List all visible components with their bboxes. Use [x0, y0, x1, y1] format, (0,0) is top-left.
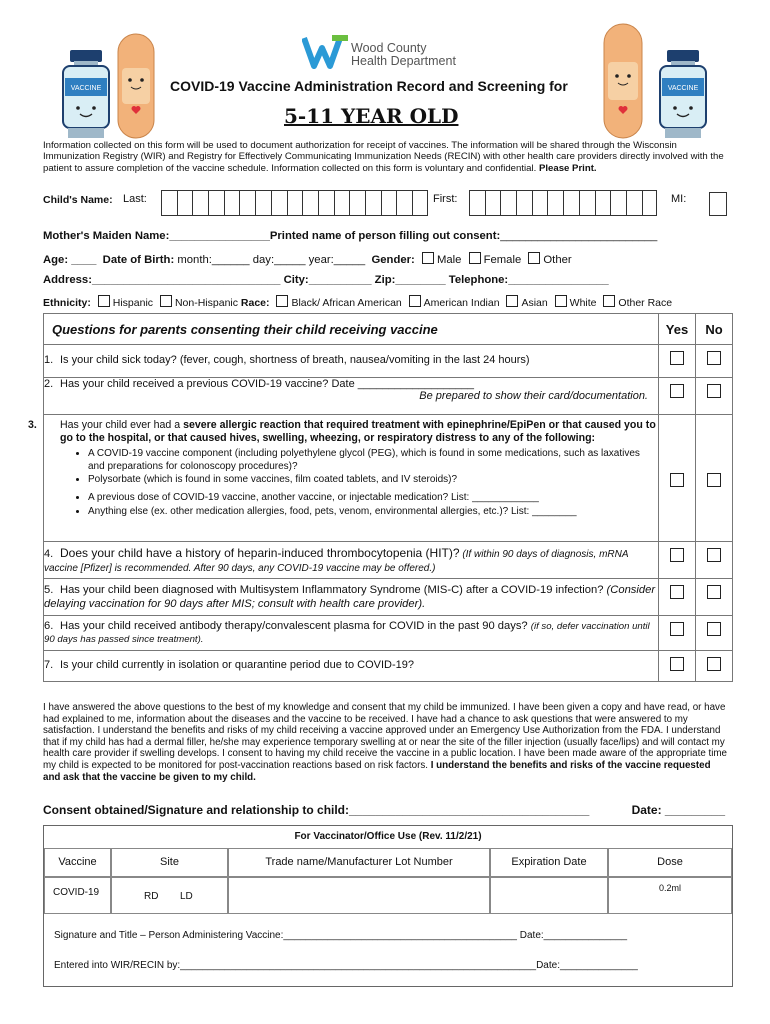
race-asian-label: Asian [521, 297, 548, 309]
q2-number: 2. [44, 378, 54, 390]
questions-header-row [44, 314, 733, 345]
race-white-label: White [569, 297, 597, 309]
gender-male-label: Male [436, 254, 462, 266]
race-asian-checkbox[interactable] [506, 295, 518, 307]
q6-note: (if so, defer vaccination until 90 days has passed since treatment). [44, 621, 650, 645]
consent-person-label: Printed name of person filling out consent: [269, 230, 501, 242]
q5-no-checkbox[interactable] [707, 585, 721, 599]
q5-number: 5. [44, 584, 54, 596]
administrator-signature-field[interactable]: Signature and Title – Person Administering Vaccine:__________________________________________ Date:_______________ [54, 930, 628, 941]
intro-bold: Please Print. [538, 162, 597, 174]
ethnicity-label: Ethnicity: [43, 297, 91, 309]
last-name-label: Last: [123, 193, 147, 205]
vial-label-left: VACCINE [70, 85, 102, 92]
consent-paragraph [43, 702, 729, 783]
race-other-checkbox[interactable] [603, 295, 615, 307]
q4-note: (If within 90 days of diagnosis, mRNA vaccine [Pfizer] is recommended. After 90 days, any COVID-19 vaccine may be offered.) [44, 549, 629, 574]
form-subtitle: 5-11 YEAR OLD [284, 104, 459, 128]
question-row-7 [44, 651, 733, 682]
lot-number-header: Trade name/Manufacturer Lot Number [228, 848, 490, 877]
q3-bullet-1: • A COVID-19 vaccine component (including polyethylene glycol (PEG), which is found in some medications, such as laxatives and preparations for colonoscopy procedures)? [88, 447, 658, 473]
intro-text: Information collected on this form will be used to document authorization for receipt of vaccines. The information will be shared through the Wisconsin Immunization Registry (WIR) and Registry for Effectively Communicating Immunization Needs (RECIN) with other health care providers directly involved with the patient to assure completion of the vaccine schedule. Information collected on this form is voluntary and confidential. [43, 140, 724, 174]
q6-yes-checkbox[interactable] [670, 622, 684, 636]
zip-field[interactable]: Zip:________ [374, 274, 446, 286]
vaccinator-title: For Vaccinator/Office Use (Rev. 11/2/21) [44, 826, 732, 849]
mother-row [43, 230, 657, 242]
mi-label: MI: [671, 193, 687, 205]
org-name-line1: Wood County [351, 41, 427, 55]
q6-number: 6. [44, 620, 54, 632]
question-row-6 [44, 616, 733, 651]
q4-text: Does your child have a history of heparin-induced thrombocytopenia (HIT)? [60, 546, 460, 560]
q1-text: Is your child sick today? (fever, cough, shortness of breath, nausea/vomiting in the last 24 hours) [60, 354, 530, 366]
race-american-indian-checkbox[interactable] [409, 295, 421, 307]
q4-no-checkbox[interactable] [707, 548, 721, 562]
child-name-row [43, 190, 733, 220]
dose-cell: 0.2ml [608, 877, 732, 914]
q3-bold: severe allergic reaction that required treatment with epinephrine/EpiPen or that caused you to go to the hospital, or that caused hives, swelling, wheezing, or respiratory distress to any of the following: [60, 419, 656, 445]
vaccine-vial-illustration-right [655, 48, 711, 140]
telephone-field[interactable]: Telephone:________________ [448, 274, 609, 286]
gender-male-checkbox[interactable] [422, 252, 434, 264]
q3-no-checkbox[interactable] [707, 473, 721, 487]
bandage-illustration-right [598, 20, 648, 142]
q1-no-checkbox[interactable] [707, 351, 721, 365]
race-label: Race: [240, 297, 270, 309]
entered-into-wir-field[interactable]: Entered into WIR/RECIN by:________________________________________________________________Date:______________ [54, 960, 638, 971]
q5-text: Has your child been diagnosed with Multisystem Inflammatory Syndrome (MIS-C) after a COVID-19 infection? [60, 584, 604, 596]
q1-yes-checkbox[interactable] [670, 351, 684, 365]
question-row-1 [44, 345, 733, 378]
age-row [43, 252, 572, 266]
mi-input[interactable] [709, 192, 727, 216]
bandage-illustration-left [112, 30, 160, 142]
q3-pre: Has your child ever had a [60, 419, 181, 431]
q3-yes-checkbox[interactable] [670, 473, 684, 487]
year-label: year: [308, 254, 334, 266]
q1-number: 1. [44, 354, 54, 366]
race-american-indian-label: American Indian [423, 297, 500, 309]
vaccine-cell: COVID-19 [44, 877, 111, 914]
q7-no-checkbox[interactable] [707, 657, 721, 671]
expiration-date-cell[interactable] [490, 877, 608, 914]
vaccine-vial-illustration-left [58, 48, 114, 140]
q2-yes-checkbox[interactable] [670, 384, 684, 398]
city-field[interactable]: City:__________ [283, 274, 372, 286]
org-name-line2: Health Department [351, 54, 456, 68]
consent-signature-field[interactable]: Consent obtained/Signature and relationship to child:____________________________________ [43, 803, 590, 817]
race-white-checkbox[interactable] [555, 295, 567, 307]
q3-number: 3. [28, 419, 37, 431]
q7-number: 7. [44, 659, 54, 671]
no-column-header: No [696, 314, 733, 345]
site-cell[interactable] [111, 877, 228, 914]
q6-no-checkbox[interactable] [707, 622, 721, 636]
hispanic-label: Hispanic [112, 297, 154, 309]
form-title: COVID-19 Vaccine Administration Record and Screening for [170, 78, 568, 94]
non-hispanic-checkbox[interactable] [160, 295, 172, 307]
question-row-3 [44, 415, 733, 542]
vaccine-header: Vaccine [44, 848, 111, 877]
q2-no-checkbox[interactable] [707, 384, 721, 398]
dose-header: Dose [608, 848, 732, 877]
site-ld[interactable]: LD [180, 891, 193, 902]
address-field[interactable]: Address:______________________________ [43, 274, 281, 286]
month-field[interactable]: ______ [211, 254, 250, 266]
consent-signature-row [43, 803, 729, 817]
dob-label: Date of Birth: [102, 254, 175, 266]
year-field[interactable]: _____ [333, 254, 366, 266]
vial-label-right: VACCINE [667, 85, 699, 92]
vaccinator-table [43, 825, 733, 987]
site-header: Site [111, 848, 228, 877]
q4-number: 4. [44, 548, 54, 560]
intro-paragraph [43, 140, 733, 174]
question-row-5 [44, 579, 733, 616]
q3-bullet-2: • Polysorbate (which is found in some vaccines, film coated tablets, and IV steroids)? [88, 473, 658, 486]
consent-text: I have answered the above questions to the best of my knowledge and consent that my child be immunized. I have been given a copy and have read, or have had explained to me, information about the diseases and the vaccine to be received. I have had a chance to ask questions that were answered to my satisfaction. I understand the benefits and risks of my child receiving a vaccine approved under an Emergency Use Authorization from the FDA. I understand that if my child has had a dermal filler, he/she may experience temporary swelling at or near the site of the filler injection (usually face/lips) and will contact my health care provider if swelling develops. I consent to having my child receive the vaccine in a public location. I have been made aware of the appropriate time my child is expected to be monitored for post-vaccination reactions based on risk factors. [43, 702, 727, 771]
q6-text: Has your child received antibody therapy/convalescent plasma for COVID in the past 90 days? [60, 620, 528, 632]
yes-column-header: Yes [659, 314, 696, 345]
address-row [43, 274, 609, 286]
wood-county-logo-icon [302, 34, 350, 70]
q5-note: (Consider delaying vaccination for 90 days after MIS; consult with health care provider). [44, 584, 656, 610]
day-field[interactable]: _____ [274, 254, 306, 266]
first-name-input[interactable] [469, 190, 657, 216]
gender-female-checkbox[interactable] [469, 252, 481, 264]
question-row-4 [44, 542, 733, 579]
mother-maiden-name-field[interactable]: Mother's Maiden Name:________________ [43, 230, 270, 242]
q2-note: Be prepared to show their card/documentation. [419, 390, 648, 402]
q5-yes-checkbox[interactable] [670, 585, 684, 599]
age-field[interactable]: Age: ____ [43, 254, 97, 266]
day-label: day: [252, 254, 275, 266]
q4-yes-checkbox[interactable] [670, 548, 684, 562]
hispanic-checkbox[interactable] [98, 295, 110, 307]
consent-date-field[interactable]: Date: _________ [631, 803, 725, 817]
site-rd[interactable]: RD [144, 891, 159, 902]
first-name-label: First: [433, 193, 458, 205]
q2-text: Has your child received a previous COVID-19 vaccine? Date ___________________ [60, 378, 474, 390]
screening-questions-table [28, 313, 733, 682]
q3-bullet-3: • A previous dose of COVID-19 vaccine, another vaccine, or injectable medication? List: ____________ [88, 491, 658, 504]
q7-text: Is your child currently in isolation or quarantine period due to COVID-19? [60, 659, 415, 671]
consent-person-field[interactable]: _________________________ [500, 230, 658, 242]
gender-female-label: Female [483, 254, 522, 266]
questions-header-title: Questions for parents consenting their child receiving vaccine [44, 314, 659, 345]
expiration-date-header: Expiration Date [490, 848, 608, 877]
month-label: month: [177, 254, 212, 266]
race-other-label: Other Race [618, 297, 673, 309]
last-name-input[interactable] [161, 190, 428, 216]
non-hispanic-label: Non-Hispanic [174, 297, 238, 309]
child-name-label: Child's Name: [43, 194, 113, 206]
race-black-checkbox[interactable] [276, 295, 288, 307]
race-black-label: Black/ African American [291, 297, 402, 309]
question-row-2 [44, 378, 733, 415]
lot-number-cell[interactable] [228, 877, 490, 914]
gender-other-label: Other [543, 254, 572, 266]
ethnicity-row [43, 295, 672, 309]
gender-label: Gender: [371, 254, 415, 266]
consent-bold: I understand the benefits and risks of the vaccine requested and ask that the vaccine be given to my child. [43, 759, 711, 783]
gender-other-checkbox[interactable] [528, 252, 540, 264]
org-name [351, 42, 456, 68]
q3-bullet-4: • Anything else (ex. other medication allergies, food, pets, venom, environmental allergies, etc.)? List: ________ [88, 505, 658, 518]
q7-yes-checkbox[interactable] [670, 657, 684, 671]
